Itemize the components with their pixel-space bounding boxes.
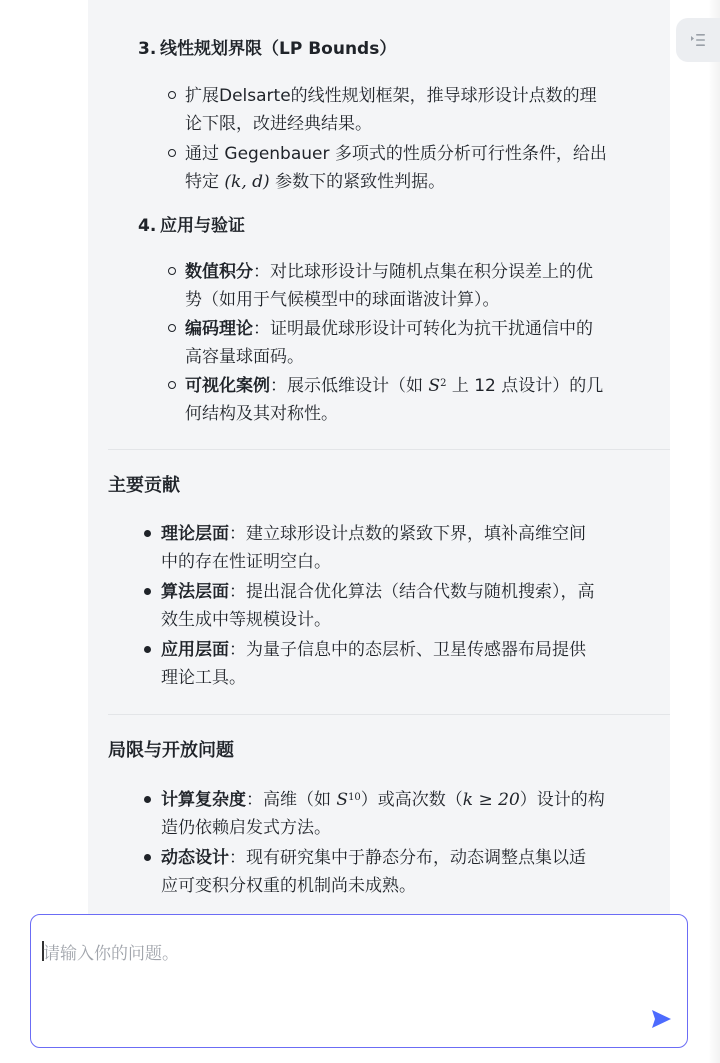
toc-icon bbox=[689, 31, 707, 49]
list-item-bold: 可视化案例 bbox=[185, 376, 270, 396]
math-expression bbox=[336, 790, 360, 810]
divider bbox=[108, 449, 670, 450]
list-item-text: ：为量子信息中的态层析、卫星传感器布局提供 bbox=[229, 640, 586, 660]
list-item bbox=[168, 82, 668, 138]
list-item bbox=[144, 520, 659, 576]
list-item-bold: 理论层面 bbox=[161, 524, 229, 544]
list-item bbox=[144, 636, 659, 692]
list-item-text: ：展示低维设计（如 bbox=[270, 376, 429, 396]
math-expression: k ≥ 20 bbox=[462, 790, 520, 810]
section-3-title: 线性规划界限（LP Bounds） bbox=[160, 39, 397, 59]
math-expression: (k, d) bbox=[224, 172, 270, 192]
math-expression bbox=[428, 376, 446, 396]
math-superscript: 10 bbox=[348, 792, 361, 803]
left-margin bbox=[0, 0, 88, 1063]
limitations-heading: 局限与开放问题 bbox=[108, 740, 234, 761]
list-item-text: 势（如用于气候模型中的球面谐波计算）。 bbox=[185, 290, 500, 310]
list-item-text: ：现有研究集中于静态分布，动态调整点集以适 bbox=[229, 848, 586, 868]
list-item-text: 扩展Delsarte的线性规划框架，推导球形设计点数的理 bbox=[185, 86, 597, 106]
math-superscript: 2 bbox=[440, 378, 447, 389]
panel-shadow bbox=[708, 0, 720, 1063]
list-item-text: 参数下的紧致性判据。 bbox=[269, 172, 446, 192]
list-item-text: 上 12 点设计）的几 bbox=[446, 376, 604, 396]
chat-input[interactable]: 请输入你的问题。 bbox=[43, 944, 179, 964]
list-item-bold: 动态设计 bbox=[161, 848, 229, 868]
math-symbol: S bbox=[336, 790, 349, 810]
section-4-heading bbox=[138, 213, 245, 239]
answer-content bbox=[88, 0, 670, 930]
list-item-text: 造仍依赖启发式方法。 bbox=[161, 818, 331, 838]
list-item bbox=[144, 786, 659, 842]
list-item-bold: 计算复杂度 bbox=[161, 790, 246, 810]
list-item-text: 论下限，改进经典结果。 bbox=[185, 114, 372, 134]
section-4-number: 4. bbox=[138, 216, 157, 236]
list-item-text: ：提出混合优化算法（结合代数与随机搜索），高 bbox=[229, 582, 595, 602]
send-icon bbox=[649, 1007, 673, 1031]
list-item-text: 应可变积分权重的机制尚未成熟。 bbox=[161, 876, 416, 896]
section-3-number: 3. bbox=[138, 39, 157, 59]
list-item-bold: 应用层面 bbox=[161, 640, 229, 660]
list-item bbox=[168, 258, 668, 314]
list-item-text: ：证明最优球形设计可转化为抗干扰通信中的 bbox=[253, 319, 593, 339]
list-item-text: ：建立球形设计点数的紧致下界，填补高维空间 bbox=[229, 524, 586, 544]
list-item-text: 中的存在性证明空白。 bbox=[161, 552, 331, 572]
list-item bbox=[168, 315, 668, 371]
toc-button[interactable] bbox=[676, 18, 720, 62]
list-item-text: 何结构及其对称性。 bbox=[185, 404, 338, 424]
list-item-text: 通过 Gegenbauer 多项式的性质分析可行性条件，给出 bbox=[185, 144, 607, 164]
math-symbol: S bbox=[428, 376, 441, 396]
list-item-text: 效生成中等规模设计。 bbox=[161, 610, 331, 630]
list-item bbox=[144, 578, 659, 634]
chat-input-box[interactable] bbox=[30, 914, 688, 1048]
list-item bbox=[144, 844, 659, 900]
list-item bbox=[168, 140, 668, 196]
section-3-heading bbox=[138, 36, 396, 62]
section-4-title: 应用与验证 bbox=[160, 216, 245, 236]
divider bbox=[108, 714, 670, 715]
list-item-bold: 编码理论 bbox=[185, 319, 253, 339]
list-item-text: ：对比球形设计与随机点集在积分误差上的优 bbox=[253, 262, 593, 282]
list-item bbox=[168, 372, 668, 428]
list-item-text: ）设计的构 bbox=[519, 790, 605, 810]
list-item-text: 理论工具。 bbox=[161, 668, 246, 688]
list-item-bold: 数值积分 bbox=[185, 262, 253, 282]
list-item-text: ：高维（如 bbox=[246, 790, 337, 810]
contributions-heading: 主要贡献 bbox=[108, 475, 180, 496]
list-item-text: ）或高次数（ bbox=[360, 790, 463, 810]
list-item-text: 高容量球面码。 bbox=[185, 347, 304, 367]
send-button[interactable] bbox=[649, 1007, 673, 1031]
list-item-bold: 算法层面 bbox=[161, 582, 229, 602]
list-item-text: 特定 bbox=[185, 172, 225, 192]
